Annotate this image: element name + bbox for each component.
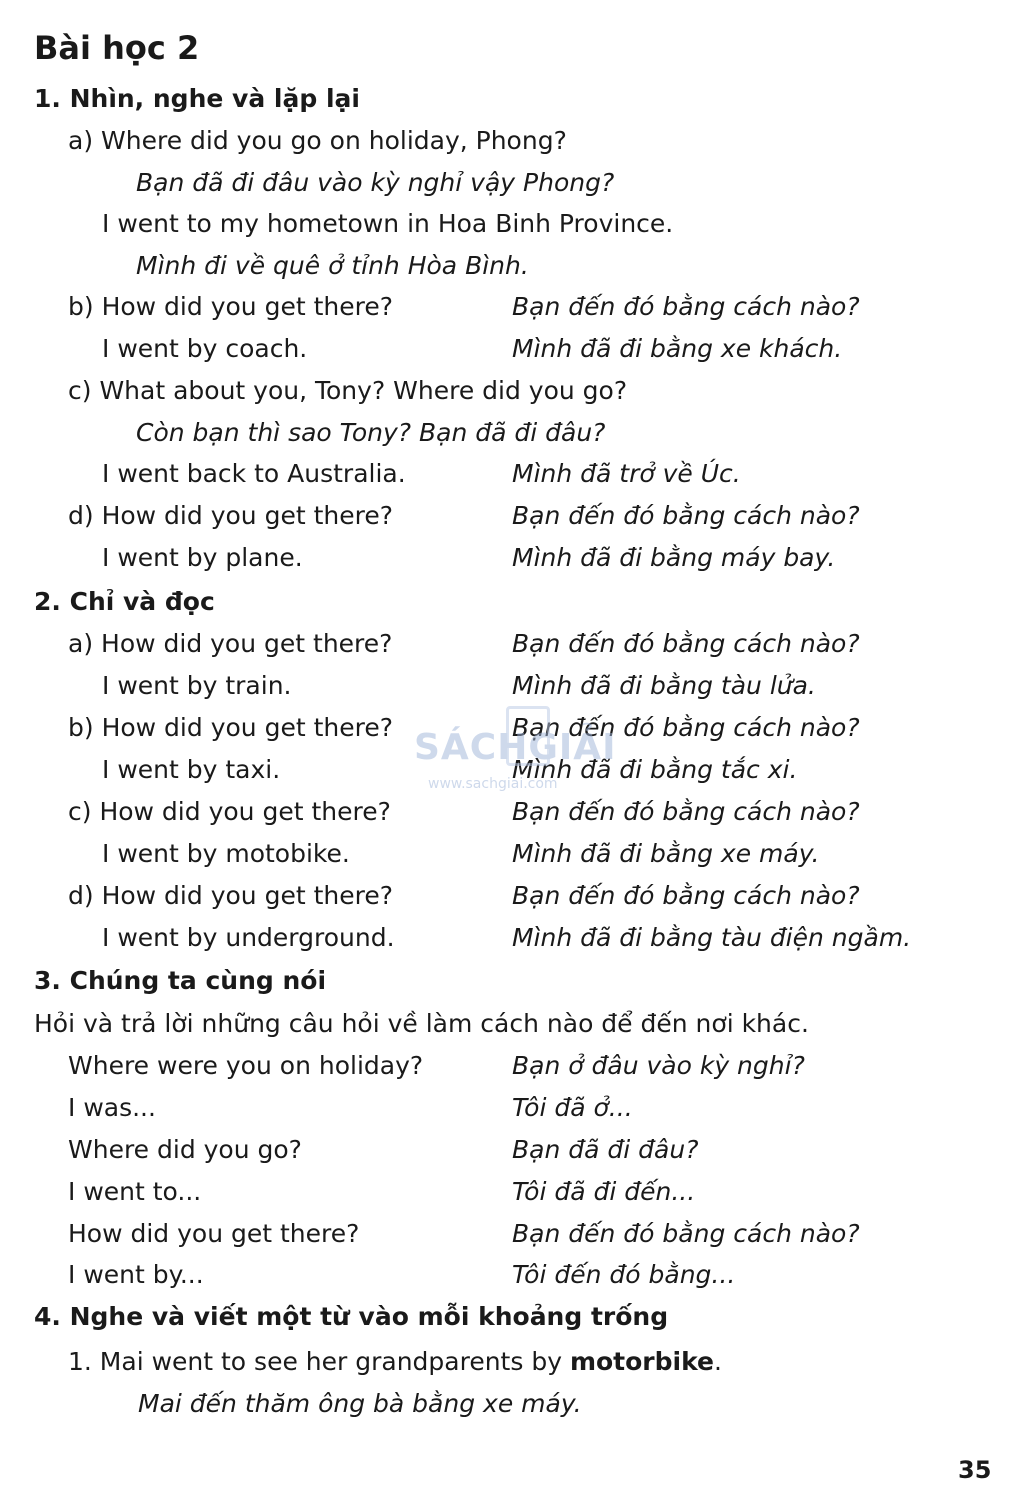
s1-b-question-vi: Bạn đến đó bằng cách nào? bbox=[512, 292, 860, 321]
lesson-title: Bài học 2 bbox=[34, 29, 200, 67]
s2-d-question: d) How did you get there? bbox=[68, 881, 393, 910]
s2-b-answer-vi: Mình đã đi bằng tắc xi. bbox=[512, 755, 798, 784]
s3-line-5-vi: Bạn đến đó bằng cách nào? bbox=[512, 1219, 860, 1248]
s2-d-answer: I went by underground. bbox=[102, 923, 395, 952]
s3-instruction: Hỏi và trả lời những câu hỏi về làm cách nào để đến nơi khác. bbox=[34, 1009, 809, 1038]
s3-line-3: Where did you go? bbox=[68, 1135, 302, 1164]
s1-b-question: b) How did you get there? bbox=[68, 292, 393, 321]
s2-c-question-vi: Bạn đến đó bằng cách nào? bbox=[512, 797, 860, 826]
s2-a-answer-vi: Mình đã đi bằng tàu lửa. bbox=[512, 671, 816, 700]
s2-d-question-vi: Bạn đến đó bằng cách nào? bbox=[512, 881, 860, 910]
s1-a-answer-vi: Mình đi về quê ở tỉnh Hòa Bình. bbox=[136, 251, 529, 280]
s3-line-2-vi: Tôi đã ở... bbox=[512, 1093, 633, 1122]
s3-line-3-vi: Bạn đã đi đâu? bbox=[512, 1135, 699, 1164]
s1-d-answer-vi: Mình đã đi bằng máy bay. bbox=[512, 543, 836, 572]
s1-a-question-vi: Bạn đã đi đâu vào kỳ nghỉ vậy Phong? bbox=[136, 168, 615, 197]
s3-line-1: Where were you on holiday? bbox=[68, 1051, 424, 1080]
s1-c-answer: I went back to Australia. bbox=[102, 459, 406, 488]
s2-b-question-vi: Bạn đến đó bằng cách nào? bbox=[512, 713, 860, 742]
s2-a-question-vi: Bạn đến đó bằng cách nào? bbox=[512, 629, 860, 658]
watermark bbox=[410, 706, 620, 802]
s3-line-6: I went by... bbox=[68, 1260, 204, 1289]
s1-a-question: a) Where did you go on holiday, Phong? bbox=[68, 126, 567, 155]
s4-item-1-answer: motorbike bbox=[569, 1347, 715, 1376]
s1-a-answer: I went to my hometown in Hoa Binh Province. bbox=[102, 209, 674, 238]
s1-c-question: c) What about you, Tony? Where did you go? bbox=[68, 376, 628, 405]
section-1-heading: 1. Nhìn, nghe và lặp lại bbox=[34, 84, 360, 113]
watermark-brand: SÁCHGIẢI bbox=[414, 727, 617, 768]
s4-item-1-text: 1. Mai went to see her grandparents by bbox=[68, 1347, 570, 1376]
s2-a-answer: I went by train. bbox=[102, 671, 292, 700]
s2-c-answer: I went by motobike. bbox=[102, 839, 350, 868]
s2-a-question: a) How did you get there? bbox=[68, 629, 393, 658]
s2-c-question: c) How did you get there? bbox=[68, 797, 391, 826]
s3-line-6-vi: Tôi đến đó bằng... bbox=[512, 1260, 736, 1289]
s2-d-answer-vi: Mình đã đi bằng tàu điện ngầm. bbox=[512, 923, 912, 952]
s3-line-1-vi: Bạn ở đâu vào kỳ nghỉ? bbox=[512, 1051, 805, 1080]
s3-line-5: How did you get there? bbox=[68, 1219, 360, 1248]
s2-b-answer: I went by taxi. bbox=[102, 755, 281, 784]
s2-b-question: b) How did you get there? bbox=[68, 713, 393, 742]
section-4-heading: 4. Nghe và viết một từ vào mỗi khoảng trống bbox=[34, 1302, 669, 1331]
section-2-heading: 2. Chỉ và đọc bbox=[34, 587, 215, 616]
s2-c-answer-vi: Mình đã đi bằng xe máy. bbox=[512, 839, 820, 868]
s3-line-4: I went to... bbox=[68, 1177, 202, 1206]
s1-d-answer: I went by plane. bbox=[102, 543, 303, 572]
s3-line-4-vi: Tôi đã đi đến... bbox=[512, 1177, 696, 1206]
s1-d-question-vi: Bạn đến đó bằng cách nào? bbox=[512, 501, 860, 530]
s4-item-1-suffix: . bbox=[714, 1347, 722, 1376]
s1-c-question-vi: Còn bạn thì sao Tony? Bạn đã đi đâu? bbox=[136, 418, 606, 447]
s1-b-answer: I went by coach. bbox=[102, 334, 308, 363]
s4-item-1-vi: Mai đến thăm ông bà bằng xe máy. bbox=[138, 1389, 582, 1418]
s1-d-question: d) How did you get there? bbox=[68, 501, 393, 530]
section-3-heading: 3. Chúng ta cùng nói bbox=[34, 966, 327, 995]
page-number: 35 bbox=[958, 1456, 992, 1484]
s1-b-answer-vi: Mình đã đi bằng xe khách. bbox=[512, 334, 843, 363]
s3-line-2: I was... bbox=[68, 1093, 156, 1122]
watermark-url: www.sachgiai.com bbox=[428, 776, 558, 792]
s4-item-1 bbox=[68, 1347, 722, 1377]
s1-c-answer-vi: Mình đã trở về Úc. bbox=[512, 459, 741, 488]
